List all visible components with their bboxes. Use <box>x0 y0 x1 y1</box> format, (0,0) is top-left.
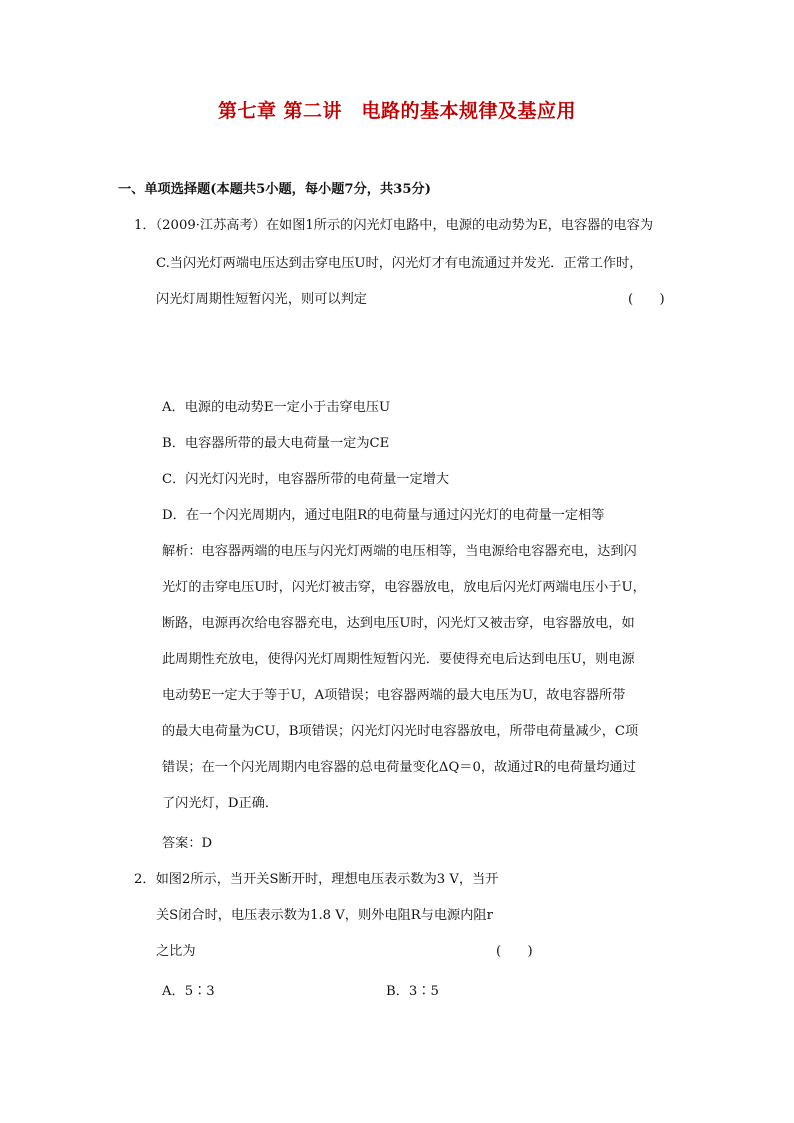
question-1-analysis-line-7: 错误；在一个闪光周期内电容器的总电荷量变化ΔQ＝0，故通过R的电荷量均通过 <box>162 760 636 775</box>
question-2-line-3: 之比为 <box>156 944 196 959</box>
question-1-answer: 答案：D <box>162 836 213 851</box>
question-1-analysis-line-3: 断路，电源再次给电容器充电，达到电压U时，闪光灯又被击穿，电容器放电，如 <box>162 616 635 631</box>
question-1-analysis-line-2: 光灯的击穿电压U时，闪光灯被击穿，电容器放电，放电后闪光灯两端电压小于U， <box>162 580 646 595</box>
question-1-line-3: 闪光灯周期性短暂闪光，则可以判定 <box>156 292 367 307</box>
question-1-option-b: B．电容器所带的最大电荷量一定为CE <box>162 436 390 451</box>
question-1-line-2: C.当闪光灯两端电压达到击穿电压U时，闪光灯才有电流通过并发光．正常工作时， <box>156 256 643 271</box>
question-1-option-d: D．在一个闪光周期内，通过电阻R的电荷量与通过闪光灯的电荷量一定相等 <box>162 508 605 523</box>
question-2-answer-blank: ( ) <box>496 944 533 959</box>
question-1-analysis-line-6: 的最大电荷量为CU，B项错误；闪光灯闪光时电容器放电，所带电荷量减少，C项 <box>162 724 639 739</box>
question-2-option-a: A．5∶3 <box>162 984 215 999</box>
question-1-analysis-line-4: 此周期性充放电，使得闪光灯周期性短暂闪光．要使得充电后达到电压U，则电源 <box>162 652 635 667</box>
page-title: 第七章 第二讲 电路的基本规律及基应用 <box>217 100 577 122</box>
question-1-analysis-line-1: 解析：电容器两端的电压与闪光灯两端的电压相等，当电源给电容器充电，达到闪 <box>162 544 637 559</box>
question-1-analysis-line-5: 电动势E一定大于等于U，A项错误；电容器两端的最大电压为U，故电容器所带 <box>162 688 626 703</box>
question-1-option-c: C．闪光灯闪光时，电容器所带的电荷量一定增大 <box>162 472 450 487</box>
section-heading: 一、单项选择题(本题共5小题，每小题7分，共35分) <box>118 182 431 197</box>
question-2-option-b: B．3∶5 <box>386 984 439 999</box>
question-1-analysis-line-8: 了闪光灯，D正确． <box>162 796 279 811</box>
question-1-answer-blank: ( ) <box>628 292 665 307</box>
question-2-line-2: 关S闭合时，电压表示数为1.8 V，则外电阻R与电源内阻r <box>156 908 493 923</box>
question-2-line-1: 2．如图2所示，当开关S断开时，理想电压表示数为3 V，当开 <box>134 872 499 887</box>
question-1-line-1: 1．（2009·江苏高考）在如图1所示的闪光灯电路中，电源的电动势为E，电容器的电容为 <box>134 218 654 233</box>
question-1-option-a: A．电源的电动势E一定小于击穿电压U <box>162 400 391 415</box>
